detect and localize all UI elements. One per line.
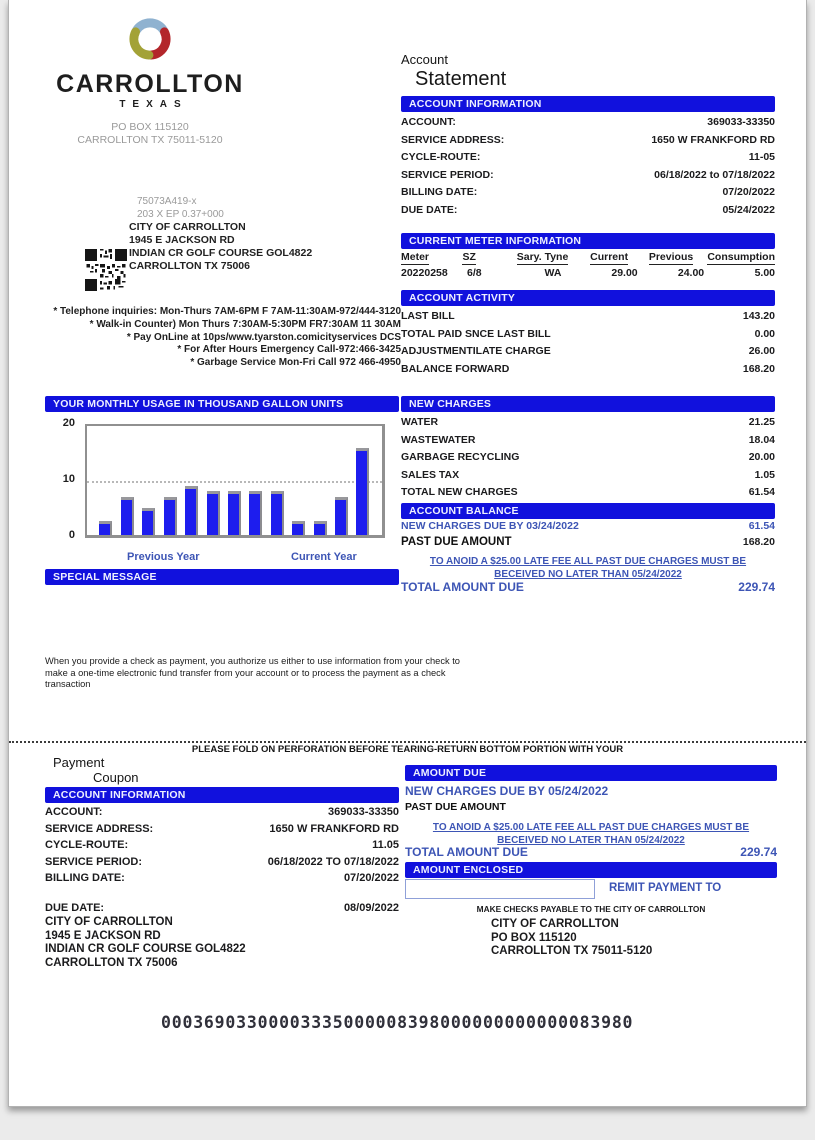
sender-address: PO BOX 115120 CARROLLTON TX 75011-5120 [77, 121, 223, 146]
statement-title-account: Account [401, 52, 448, 67]
city-swirl-logo-icon [125, 51, 175, 68]
row-value: 1650 W FRANKFORD RD [651, 133, 775, 146]
info-row [401, 484, 775, 502]
row-label: CYCLE-ROUTE: [401, 151, 481, 164]
coupon-section-header-amount-enclosed: AMOUNT ENCLOSED [405, 862, 777, 878]
statement-title-statement: Statement [415, 68, 507, 90]
col-current: Current [590, 251, 629, 263]
row-value: 61.54 [748, 486, 775, 499]
total-due-value: 229.74 [740, 845, 777, 859]
row-label: SERVICE PERIOD: [401, 168, 494, 181]
row-label: ACCOUNT: [401, 116, 456, 128]
new-charges-rows [401, 414, 775, 502]
new-charges-due-row [401, 520, 775, 532]
usage-bar [185, 486, 198, 535]
row-label: BALANCE FORWARD [401, 362, 510, 375]
usage-bar [164, 497, 177, 535]
amount-enclosed-input[interactable] [405, 879, 595, 899]
usage-chart [85, 424, 385, 538]
row-label: ADJUSTMENTILATE CHARGE [401, 345, 551, 358]
info-row [45, 854, 399, 871]
info-row [45, 900, 399, 917]
row-label: TOTAL NEW CHARGES [401, 486, 518, 499]
coupon-section-header-amount-due: AMOUNT DUE [405, 765, 777, 781]
info-row [45, 870, 399, 887]
contact-line: * For After Hours Emergency Call-972:466-3425 [177, 344, 401, 356]
section-header-new-charges: NEW CHARGES [401, 396, 775, 412]
meter-consumption: 5.00 [754, 267, 775, 279]
contact-info-list [9, 306, 401, 370]
row-label: SERVICE ADDRESS: [45, 822, 154, 835]
perforation-instruction: PLEASE FOLD ON PERFORATION BEFORE TEARING-RETURN BOTTOM PORTION WITH YOUR [191, 744, 624, 755]
chart-ytick-0: 0 [68, 529, 75, 541]
meter-current-read: 29.00 [611, 267, 638, 279]
section-header-meter-information: CURRENT METER INFORMATION [401, 233, 775, 249]
row-value: 11.05 [372, 839, 399, 851]
usage-bar [207, 491, 220, 535]
col-meter: Meter [401, 251, 430, 263]
row-label: LAST BILL [401, 310, 455, 322]
total-due-value: 229.74 [738, 580, 775, 594]
usage-chart-bars [87, 426, 382, 535]
contact-line: * Telephone inquiries: Mon-Thurs 7AM-6PM F 7AM-11:30AM-972/444-3120 [53, 306, 401, 317]
usage-bar [249, 491, 262, 535]
section-header-account-information: ACCOUNT INFORMATION [401, 96, 775, 112]
meter-number: 20220258 [401, 267, 448, 279]
total-due-label: TOTAL AMOUNT DUE [401, 580, 524, 594]
row-value: 08/09/2022 [343, 901, 399, 914]
row-label: BILLING DATE: [401, 186, 478, 199]
info-row [401, 308, 775, 326]
section-header-monthly-usage: YOUR MONTHLY USAGE IN THOUSAND GALLON UNITS [45, 396, 399, 412]
row-value: 06/18/2022 to 07/18/2022 [654, 168, 775, 181]
coupon-total-amount-due-row [405, 845, 777, 859]
info-row [401, 467, 775, 485]
row-value: 07/20/2022 [343, 872, 399, 884]
row-label: TOTAL PAID SNCE LAST BILL [401, 327, 551, 340]
past-due-value: 168.20 [742, 536, 775, 548]
usage-bar [292, 521, 305, 535]
col-sz: SZ [462, 251, 476, 263]
late-fee-notice: TO ANOID A $25.00 LATE FEE ALL PAST DUE CHARGES MUST BE BECEIVED NO LATER THAN 05/24/2022 [429, 556, 747, 580]
total-amount-due-row [401, 580, 775, 594]
info-row [45, 821, 399, 838]
info-row [401, 132, 775, 150]
info-row [401, 167, 775, 185]
perforation-line [9, 741, 806, 743]
row-label: SALES TAX [401, 468, 460, 481]
row-value: 369033-33350 [328, 806, 399, 818]
row-label: DUE DATE: [401, 203, 458, 216]
info-row [45, 804, 399, 821]
row-label: SERVICE ADDRESS: [401, 133, 505, 146]
row-label: CYCLE-ROUTE: [45, 839, 129, 851]
total-due-label: TOTAL AMOUNT DUE [405, 845, 528, 859]
coupon-section-header-account-information: ACCOUNT INFORMATION [45, 787, 399, 803]
row-label: WASTEWATER [401, 433, 476, 446]
chart-label-current-year: Current Year [291, 551, 357, 563]
city-logo-subtitle: TEXAS [119, 99, 188, 110]
meter-service-type: WA [544, 267, 562, 279]
info-row [401, 149, 775, 167]
usage-bar [228, 491, 241, 535]
row-value: 143.20 [742, 310, 775, 322]
chart-ytick-10: 10 [62, 473, 75, 485]
row-value: 20.00 [748, 451, 775, 464]
info-row [401, 414, 775, 432]
coupon-title-payment: Payment [53, 755, 105, 770]
contact-line: * Pay OnLine at 10ps/www.tyarston.comicityservices DCS [126, 331, 401, 343]
meter-size: 6/8 [467, 267, 482, 279]
row-label: ACCOUNT: [45, 806, 103, 818]
city-logo-title: CARROLLTON [56, 70, 244, 98]
past-due-label: PAST DUE AMOUNT [401, 536, 512, 548]
info-row [401, 343, 775, 361]
coupon-new-charges-due-label: NEW CHARGES DUE BY 05/24/2022 [405, 784, 609, 798]
new-charges-due-label: NEW CHARGES DUE BY 03/24/2022 [401, 520, 579, 532]
usage-bar [99, 521, 112, 535]
row-label: BILLING DATE: [45, 872, 125, 884]
row-label: GARBAGE RECYCLING [401, 451, 520, 464]
col-previous: Previous [648, 251, 694, 263]
ocr-scan-line: 00036903300003335000008398000000000000083980 [161, 1013, 634, 1032]
coupon-late-fee-notice: TO ANOID A $25.00 LATE FEE ALL PAST DUE CHARGES MUST BE BECEIVED NO LATER THAN 05/24/2022 [432, 822, 750, 846]
remit-address-block: CITY OF CARROLLTON PO BOX 115120 CARROLLTON TX 75011-5120 [491, 918, 653, 957]
meter-table-header [401, 251, 775, 263]
chart-label-previous-year: Previous Year [127, 551, 200, 563]
usage-bar [142, 508, 155, 535]
info-row [401, 184, 775, 202]
bill-page [8, 0, 807, 1107]
usage-bar [271, 491, 284, 535]
row-value: 06/18/2022 TO 07/18/2022 [267, 855, 399, 868]
info-row [401, 361, 775, 379]
chart-ytick-20: 20 [62, 417, 75, 429]
info-row [401, 326, 775, 344]
sender-logo-block [47, 14, 253, 147]
contact-line: * Garbage Service Mon-Fri Call 972 466-4950 [190, 357, 401, 369]
row-value: 1650 W FRANKFORD RD [269, 822, 399, 835]
row-value: 18.04 [748, 433, 775, 446]
contact-line: * Walk-in Counter) Mon Thurs 7:30AM-5:30PM FR7:30AM 11 30AM [89, 318, 401, 330]
check-authorization-notice: When you provide a check as payment, you authorize us either to use information from your check to make a one-time electronic fund transfer from your account or to process the payment as a check transaction [45, 656, 460, 689]
account-information-rows [401, 114, 775, 220]
section-header-special-message: SPECIAL MESSAGE [45, 569, 399, 585]
new-charges-due-value: 61.54 [748, 520, 775, 532]
col-consumption: Consumption [707, 251, 775, 263]
meter-previous-read: 24.00 [677, 267, 705, 279]
usage-bar [121, 497, 134, 535]
qr-code-icon [85, 249, 127, 296]
meter-table-row [401, 267, 775, 279]
make-checks-payable-note: MAKE CHECKS PAYABLE TO THE CITY OF CARROLLTON [476, 904, 706, 914]
coupon-past-due-label: PAST DUE AMOUNT [405, 801, 506, 813]
row-value: 05/24/2022 [722, 203, 775, 216]
row-value: 168.20 [742, 362, 775, 375]
info-row [45, 837, 399, 854]
section-header-account-balance: ACCOUNT BALANCE [401, 503, 775, 519]
coupon-account-information-rows [45, 804, 399, 916]
usage-bar [356, 448, 369, 535]
row-value: 11-05 [748, 151, 775, 164]
row-label: DUE DATE: [45, 901, 105, 914]
row-label: WATER [401, 416, 439, 428]
row-value: 369033-33350 [707, 116, 775, 128]
info-row [401, 202, 775, 220]
remit-payment-to-label: REMIT PAYMENT TO [609, 882, 722, 894]
row-value: 07/20/2022 [722, 186, 775, 199]
info-row [401, 114, 775, 132]
row-value: 1.05 [754, 468, 775, 481]
usage-bar [335, 497, 348, 535]
mail-code: 75073A419-x 203 X EP 0.37+000 [137, 196, 224, 220]
row-value: 21.25 [748, 416, 775, 428]
info-row [401, 432, 775, 450]
usage-bar [314, 521, 327, 535]
coupon-title-coupon: Coupon [93, 770, 139, 785]
section-header-account-activity: ACCOUNT ACTIVITY [401, 290, 775, 306]
past-due-row [401, 536, 775, 548]
row-value: 26.00 [748, 345, 775, 358]
meter-table [401, 251, 775, 279]
coupon-service-address-block: CITY OF CARROLLTON 1945 E JACKSON RD INDIAN CR GOLF COURSE GOL4822 CARROLLTON TX 75006 [45, 916, 246, 969]
row-label: SERVICE PERIOD: [45, 855, 142, 868]
account-activity-rows [401, 308, 775, 378]
col-serv-type: Sary. Tyne [516, 251, 569, 263]
recipient-address: CITY OF CARROLLTON 1945 E JACKSON RD INDIAN CR GOLF COURSE GOL4822 CARROLLTON TX 75006 [129, 221, 313, 272]
row-value: 0.00 [754, 327, 775, 340]
info-row [401, 449, 775, 467]
